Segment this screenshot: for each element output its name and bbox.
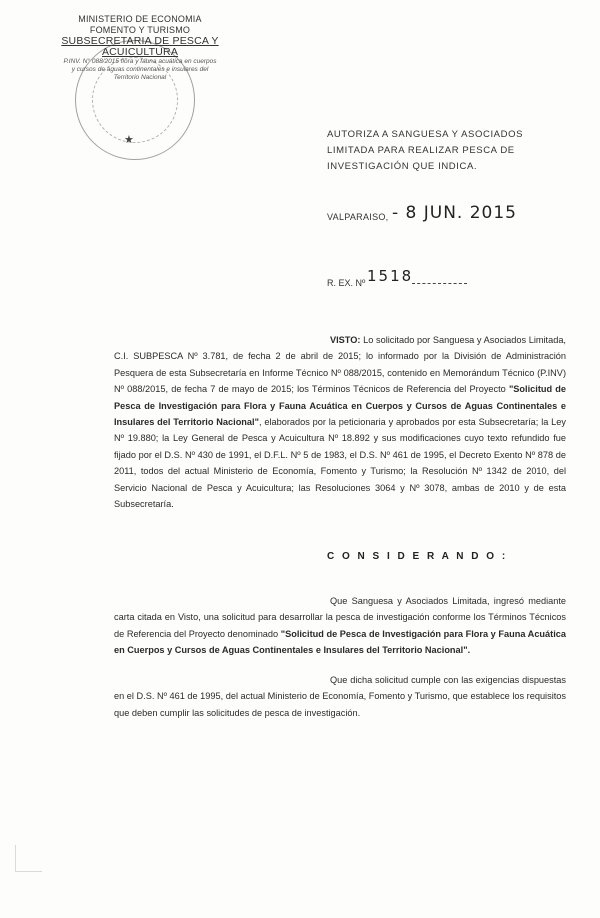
considerando-paragraph-2: Que dicha solicitud cumple con las exigencias dispuestas en el D.S. Nº 461 de 1995, del actual Ministerio de Economía, Fomento y Turismo, que establece los requisitos que deben cumplir las solicitudes de pesca de investigación. (114, 675, 566, 718)
stamp-note-line2: y cursos de aguas continentales e insulares del (71, 66, 209, 73)
resolution-date: - 8 JUN. 2015 (392, 203, 518, 223)
considerando-heading: C O N S I D E R A N D O : (327, 551, 508, 562)
resolution-number: 1518 (367, 267, 414, 285)
visto-paragraph (114, 332, 566, 512)
para1-text-a: Que Sanguesa y Asociados Limitada, ingresó mediante carta citada en Visto, una solicitud para desarrollar la pesca de investigación conforme los Términos Técnicos de Referencia del Proyecto denominado (114, 596, 566, 639)
visto-text-b: , elaborados por la peticionaria y aprobados por esta Subsecretaría; la Ley Nº 19.880; la Ley General de Pesca y Acuicultura Nº 18.892 y sus modificaciones cuyo texto refundido fue fijado por el D.S. Nº 430 de 1991, el D.F.L. Nº 5 de 1983, el D.S. Nº 461 de 1995, el Decreto Exento Nº 878 de 2011, todos del actual Ministerio de Economía, Fomento y Turismo; la Resolución Nº 1342 de 2010, del Servicio Nacional de Pesca y Acuicultura; las Resoluciones 3064 y Nº 3078, ambas de 2010 y de esta Subsecretaría. (114, 417, 566, 510)
para1-project-title: "Solicitud de Pesca de Investigación para Flora y Fauna Acuática en Cuerpos y Cursos de Aguas Continentales e Insulares del Territorio Nacional". (114, 628, 566, 656)
visto-project-title: "Solicitud de Pesca de Investigación para Flora y Fauna Acuática en Cuerpos y Cursos de Aguas Continentales e Insulares del Territorio Nacional" (114, 384, 566, 428)
subsecretaria-name: SUBSECRETARIA DE PESCA Y ACUICULTURA (61, 35, 219, 58)
stamp-note-line3: Territorio Nacional (113, 74, 167, 81)
stamp-note-line1: P.INV. N° 088/2015 flora y fauna acuática en cuerpos (63, 58, 217, 65)
page-corner-mark (15, 845, 42, 872)
resolution-number-label: R. EX. Nº (327, 278, 366, 288)
visto-label: VISTO: (330, 335, 361, 345)
ministry-name: MINISTERIO DE ECONOMIA (78, 14, 202, 24)
resolution-number-underline (412, 283, 467, 284)
seal-star-icon: ★ (124, 134, 134, 146)
considerando-paragraph-1 (114, 593, 566, 659)
letterhead (40, 14, 240, 82)
resolution-title: AUTORIZA A SANGUESA Y ASOCIADOS LIMITADA PARA REALIZAR PESCA DE INVESTIGACIÓN QUE INDICA. (327, 129, 524, 172)
ministry-name-line2: FOMENTO Y TURISMO (89, 25, 191, 35)
place-label: VALPARAISO, (327, 212, 389, 222)
visto-text-a: Lo solicitado por Sanguesa y Asociados Limitada, C.I. SUBPESCA Nº 3.781, de fecha 2 de abril de 2015; lo informado por la División de Administración Pesquera de esta Subsecretaría en Informe Técnico Nº 088/2015, contenido en Memorándum Técnico (P.INV) Nº 088/2015, de fecha 7 de mayo de 2015; los Términos Técnicos de Referencia del Proyecto (114, 335, 566, 395)
